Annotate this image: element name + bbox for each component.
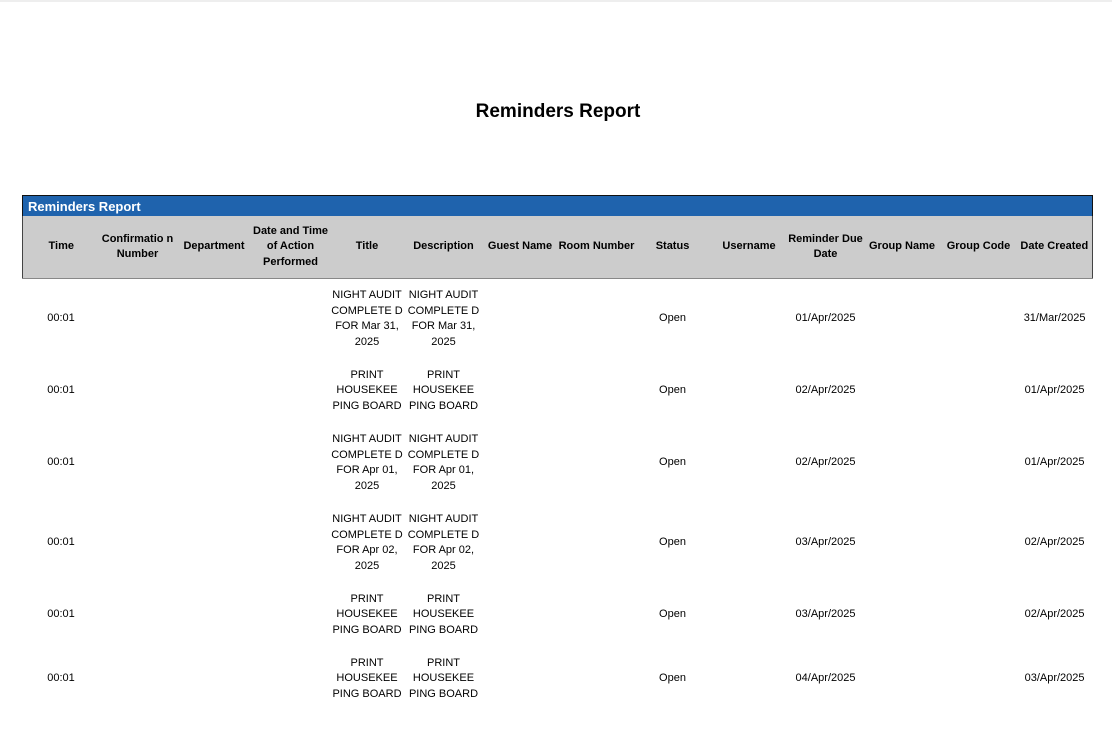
cell-reminder-due-date: 01/Apr/2025	[795, 312, 856, 325]
cell-time: 00:01	[47, 608, 75, 621]
cell-group-name	[864, 647, 941, 711]
cell-department	[176, 359, 253, 423]
table-band-row	[23, 196, 1093, 217]
cell-title: PRINT HOUSEKEE PING BOARD	[332, 592, 402, 636]
cell-group-code	[941, 583, 1017, 647]
cell-date-time-action	[253, 279, 329, 360]
cell-description: PRINT HOUSEKEE PING BOARD	[408, 368, 479, 412]
cell-date-time-action	[253, 423, 329, 503]
table-row	[23, 279, 1093, 360]
column-header-status: Status	[635, 216, 711, 279]
cell-room-number	[559, 423, 635, 503]
cell-room-number	[559, 359, 635, 423]
cell-description: NIGHT AUDIT COMPLETE D FOR Apr 01, 2025	[407, 433, 480, 492]
cell-reminder-due-date: 02/Apr/2025	[795, 384, 856, 397]
table-header-row	[23, 216, 1093, 279]
cell-username	[711, 279, 788, 360]
cell-title: NIGHT AUDIT COMPLETE D FOR Mar 31, 2025	[331, 289, 403, 348]
cell-guest-name	[482, 279, 559, 360]
cell-date-time-action	[253, 647, 329, 711]
cell-room-number	[559, 647, 635, 711]
cell-group-name	[864, 359, 941, 423]
column-header-room-number: Room Number	[559, 216, 635, 279]
cell-reminder-due-date: 03/Apr/2025	[795, 608, 856, 621]
column-header-group-name: Group Name	[864, 216, 941, 279]
cell-group-code	[941, 423, 1017, 503]
cell-status: Open	[659, 536, 686, 549]
cell-date-created: 02/Apr/2025	[1024, 608, 1085, 621]
cell-time: 00:01	[47, 456, 75, 469]
cell-title: NIGHT AUDIT COMPLETE D FOR Apr 01, 2025	[331, 433, 403, 492]
cell-date-created: 01/Apr/2025	[1024, 384, 1085, 397]
cell-username	[711, 647, 788, 711]
table-row	[23, 503, 1093, 583]
cell-time: 00:01	[47, 384, 75, 397]
page-title: Reminders Report	[475, 101, 641, 122]
cell-confirmation-number	[100, 647, 176, 711]
table-row	[23, 423, 1093, 503]
cell-description: NIGHT AUDIT COMPLETE D FOR Apr 02, 2025	[407, 513, 480, 572]
reminders-table	[22, 195, 1093, 711]
column-header-date-time-action: Date and Time of Action Performed	[253, 216, 329, 279]
column-header-username: Username	[711, 216, 788, 279]
cell-room-number	[559, 279, 635, 360]
cell-status: Open	[659, 312, 686, 325]
cell-status: Open	[659, 608, 686, 621]
cell-department	[176, 279, 253, 360]
table-row	[23, 359, 1093, 423]
cell-time: 00:01	[47, 672, 75, 685]
cell-username	[711, 583, 788, 647]
cell-date-created: 02/Apr/2025	[1024, 536, 1085, 549]
cell-group-name	[864, 423, 941, 503]
cell-description: NIGHT AUDIT COMPLETE D FOR Mar 31, 2025	[407, 289, 480, 348]
cell-username	[711, 423, 788, 503]
cell-reminder-due-date: 04/Apr/2025	[795, 672, 856, 685]
cell-room-number	[559, 503, 635, 583]
cell-group-name	[864, 583, 941, 647]
cell-group-name	[864, 279, 941, 360]
cell-username	[711, 359, 788, 423]
cell-room-number	[559, 583, 635, 647]
cell-reminder-due-date: 02/Apr/2025	[795, 456, 856, 469]
cell-description: PRINT HOUSEKEE PING BOARD	[408, 592, 479, 636]
cell-date-time-action	[253, 359, 329, 423]
cell-group-name	[864, 503, 941, 583]
cell-guest-name	[482, 647, 559, 711]
cell-department	[176, 423, 253, 503]
cell-status: Open	[659, 384, 686, 397]
cell-date-created: 31/Mar/2025	[1023, 312, 1086, 325]
cell-department	[176, 647, 253, 711]
cell-confirmation-number	[100, 423, 176, 503]
cell-reminder-due-date: 03/Apr/2025	[795, 536, 856, 549]
column-header-guest-name: Guest Name	[482, 216, 559, 279]
cell-title: PRINT HOUSEKEE PING BOARD	[332, 656, 402, 700]
cell-username	[711, 503, 788, 583]
cell-group-code	[941, 359, 1017, 423]
cell-title: PRINT HOUSEKEE PING BOARD	[332, 368, 402, 412]
cell-department	[176, 503, 253, 583]
cell-guest-name	[482, 359, 559, 423]
cell-confirmation-number	[100, 583, 176, 647]
page-top-divider	[0, 0, 1112, 2]
cell-description: PRINT HOUSEKEE PING BOARD	[408, 656, 479, 700]
column-header-title: Title	[329, 216, 406, 279]
table-row	[23, 583, 1093, 647]
cell-confirmation-number	[100, 359, 176, 423]
cell-time: 00:01	[47, 312, 75, 325]
cell-time: 00:01	[47, 536, 75, 549]
column-header-date-created: Date Created	[1017, 216, 1093, 279]
cell-date-time-action	[253, 583, 329, 647]
cell-status: Open	[659, 672, 686, 685]
cell-confirmation-number	[100, 279, 176, 360]
column-header-time: Time	[23, 216, 100, 279]
column-header-department: Department	[176, 216, 253, 279]
cell-department	[176, 583, 253, 647]
cell-status: Open	[659, 456, 686, 469]
cell-title: NIGHT AUDIT COMPLETE D FOR Apr 02, 2025	[331, 513, 403, 572]
cell-guest-name	[482, 583, 559, 647]
cell-date-time-action	[253, 503, 329, 583]
cell-group-code	[941, 279, 1017, 360]
column-header-confirmation-number: Confirmatio n Number	[100, 216, 176, 279]
cell-date-created: 01/Apr/2025	[1024, 456, 1085, 469]
cell-guest-name	[482, 503, 559, 583]
cell-group-code	[941, 647, 1017, 711]
cell-guest-name	[482, 423, 559, 503]
column-header-group-code: Group Code	[941, 216, 1017, 279]
cell-confirmation-number	[100, 503, 176, 583]
column-header-reminder-due-date: Reminder Due Date	[788, 216, 864, 279]
table-row	[23, 647, 1093, 711]
cell-date-created: 03/Apr/2025	[1024, 672, 1085, 685]
cell-group-code	[941, 503, 1017, 583]
column-header-description: Description	[406, 216, 482, 279]
table-band-title: Reminders Report	[23, 196, 1093, 217]
